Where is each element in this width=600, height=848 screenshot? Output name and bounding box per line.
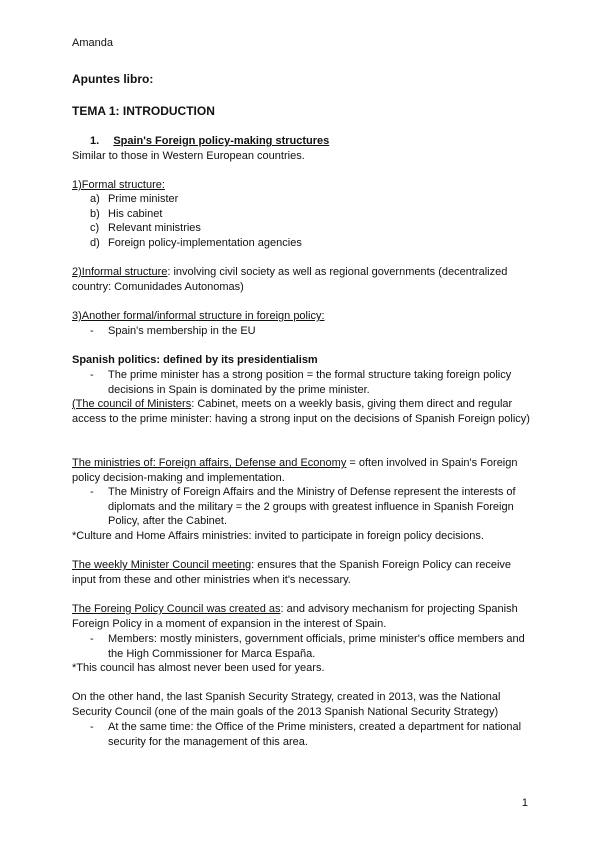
- weekly-meeting-paragraph: The weekly Minister Council meeting: ensures that the Spanish Foreign Policy can receive input from these and other ministries when it's necessary.: [72, 559, 512, 586]
- list-item: - Members: mostly ministers, government officials, prime minister's office members and the High Commissioner for Marca España.: [90, 633, 525, 660]
- list-item: a) Prime minister: [90, 193, 179, 205]
- ministries-note: *Culture and Home Affairs ministries: invited to participate in foreign policy decisions.: [72, 530, 484, 542]
- foreign-policy-council-note: *This council has almost never been used for years.: [72, 662, 325, 674]
- list-item: b) His cabinet: [90, 207, 163, 220]
- formal-structure-list: [72, 192, 532, 250]
- topic-title: TEMA 1: INTRODUCTION: [72, 104, 215, 118]
- ministries-list: [72, 485, 532, 529]
- list-item: - Spain's membership in the EU: [90, 325, 256, 337]
- section-intro: Similar to those in Western European countries.: [72, 150, 305, 162]
- author-name: Amanda: [72, 37, 113, 49]
- another-structure-heading: 3)Another formal/informal structure in foreign policy:: [72, 310, 325, 322]
- page-number: 1: [521, 797, 528, 809]
- presidentialism-list: [72, 368, 532, 397]
- security-list: [72, 720, 532, 749]
- section-heading: [90, 134, 550, 149]
- security-paragraph: On the other hand, the last Spanish Security Strategy, created in 2013, was the National Security Council (one of the main goals of the 2013 Spanish National Security Strategy): [72, 691, 501, 718]
- another-structure-list: [72, 324, 532, 339]
- presidentialism-heading: Spanish politics: defined by its presidentialism: [72, 354, 318, 366]
- ministries-paragraph: The ministries of: Foreign affairs, Defense and Economy = often involved in Spain's Foreign policy decision-making and implementation.: [72, 457, 518, 484]
- formal-structure-heading: 1)Formal structure:: [72, 179, 165, 191]
- list-item: c) Relevant ministries: [90, 222, 201, 235]
- list-item: - At the same time: the Office of the Prime ministers, created a department for national security for the management of this area.: [90, 721, 522, 748]
- list-item: - The prime minister has a strong position = the formal structure taking foreign policy decisions in Spain is dominated by the prime minister.: [90, 369, 512, 396]
- section-title: Spain's Foreign policy-making structures: [113, 135, 330, 147]
- foreign-policy-council-list: [72, 632, 532, 661]
- informal-structure-paragraph: 2)Informal structure: involving civil society as well as regional governments (decentralized country: Comunidades Autonomas): [72, 266, 508, 293]
- list-item: - The Ministry of Foreign Affairs and the Ministry of Defense represent the interests of diplomats and the military = the 2 groups with greatest influence in Spanish Foreign Policy, after the Cabinet.: [90, 486, 516, 528]
- council-paragraph: (The council of Ministers: Cabinet, meets on a weekly basis, giving them direct and regular access to the prime minister: having a strong input on the decisions of Spanish Foreign policy): [72, 398, 530, 425]
- list-item: d) Foreign policy-implementation agencies: [90, 236, 302, 249]
- notes-title: Apuntes libro:: [72, 72, 154, 86]
- foreign-policy-council-paragraph: The Foreing Policy Council was created as: and advisory mechanism for projecting Spanish Foreign Policy in a moment of expansion in the interest of Spain.: [72, 603, 518, 630]
- section-number: 1.: [90, 135, 100, 147]
